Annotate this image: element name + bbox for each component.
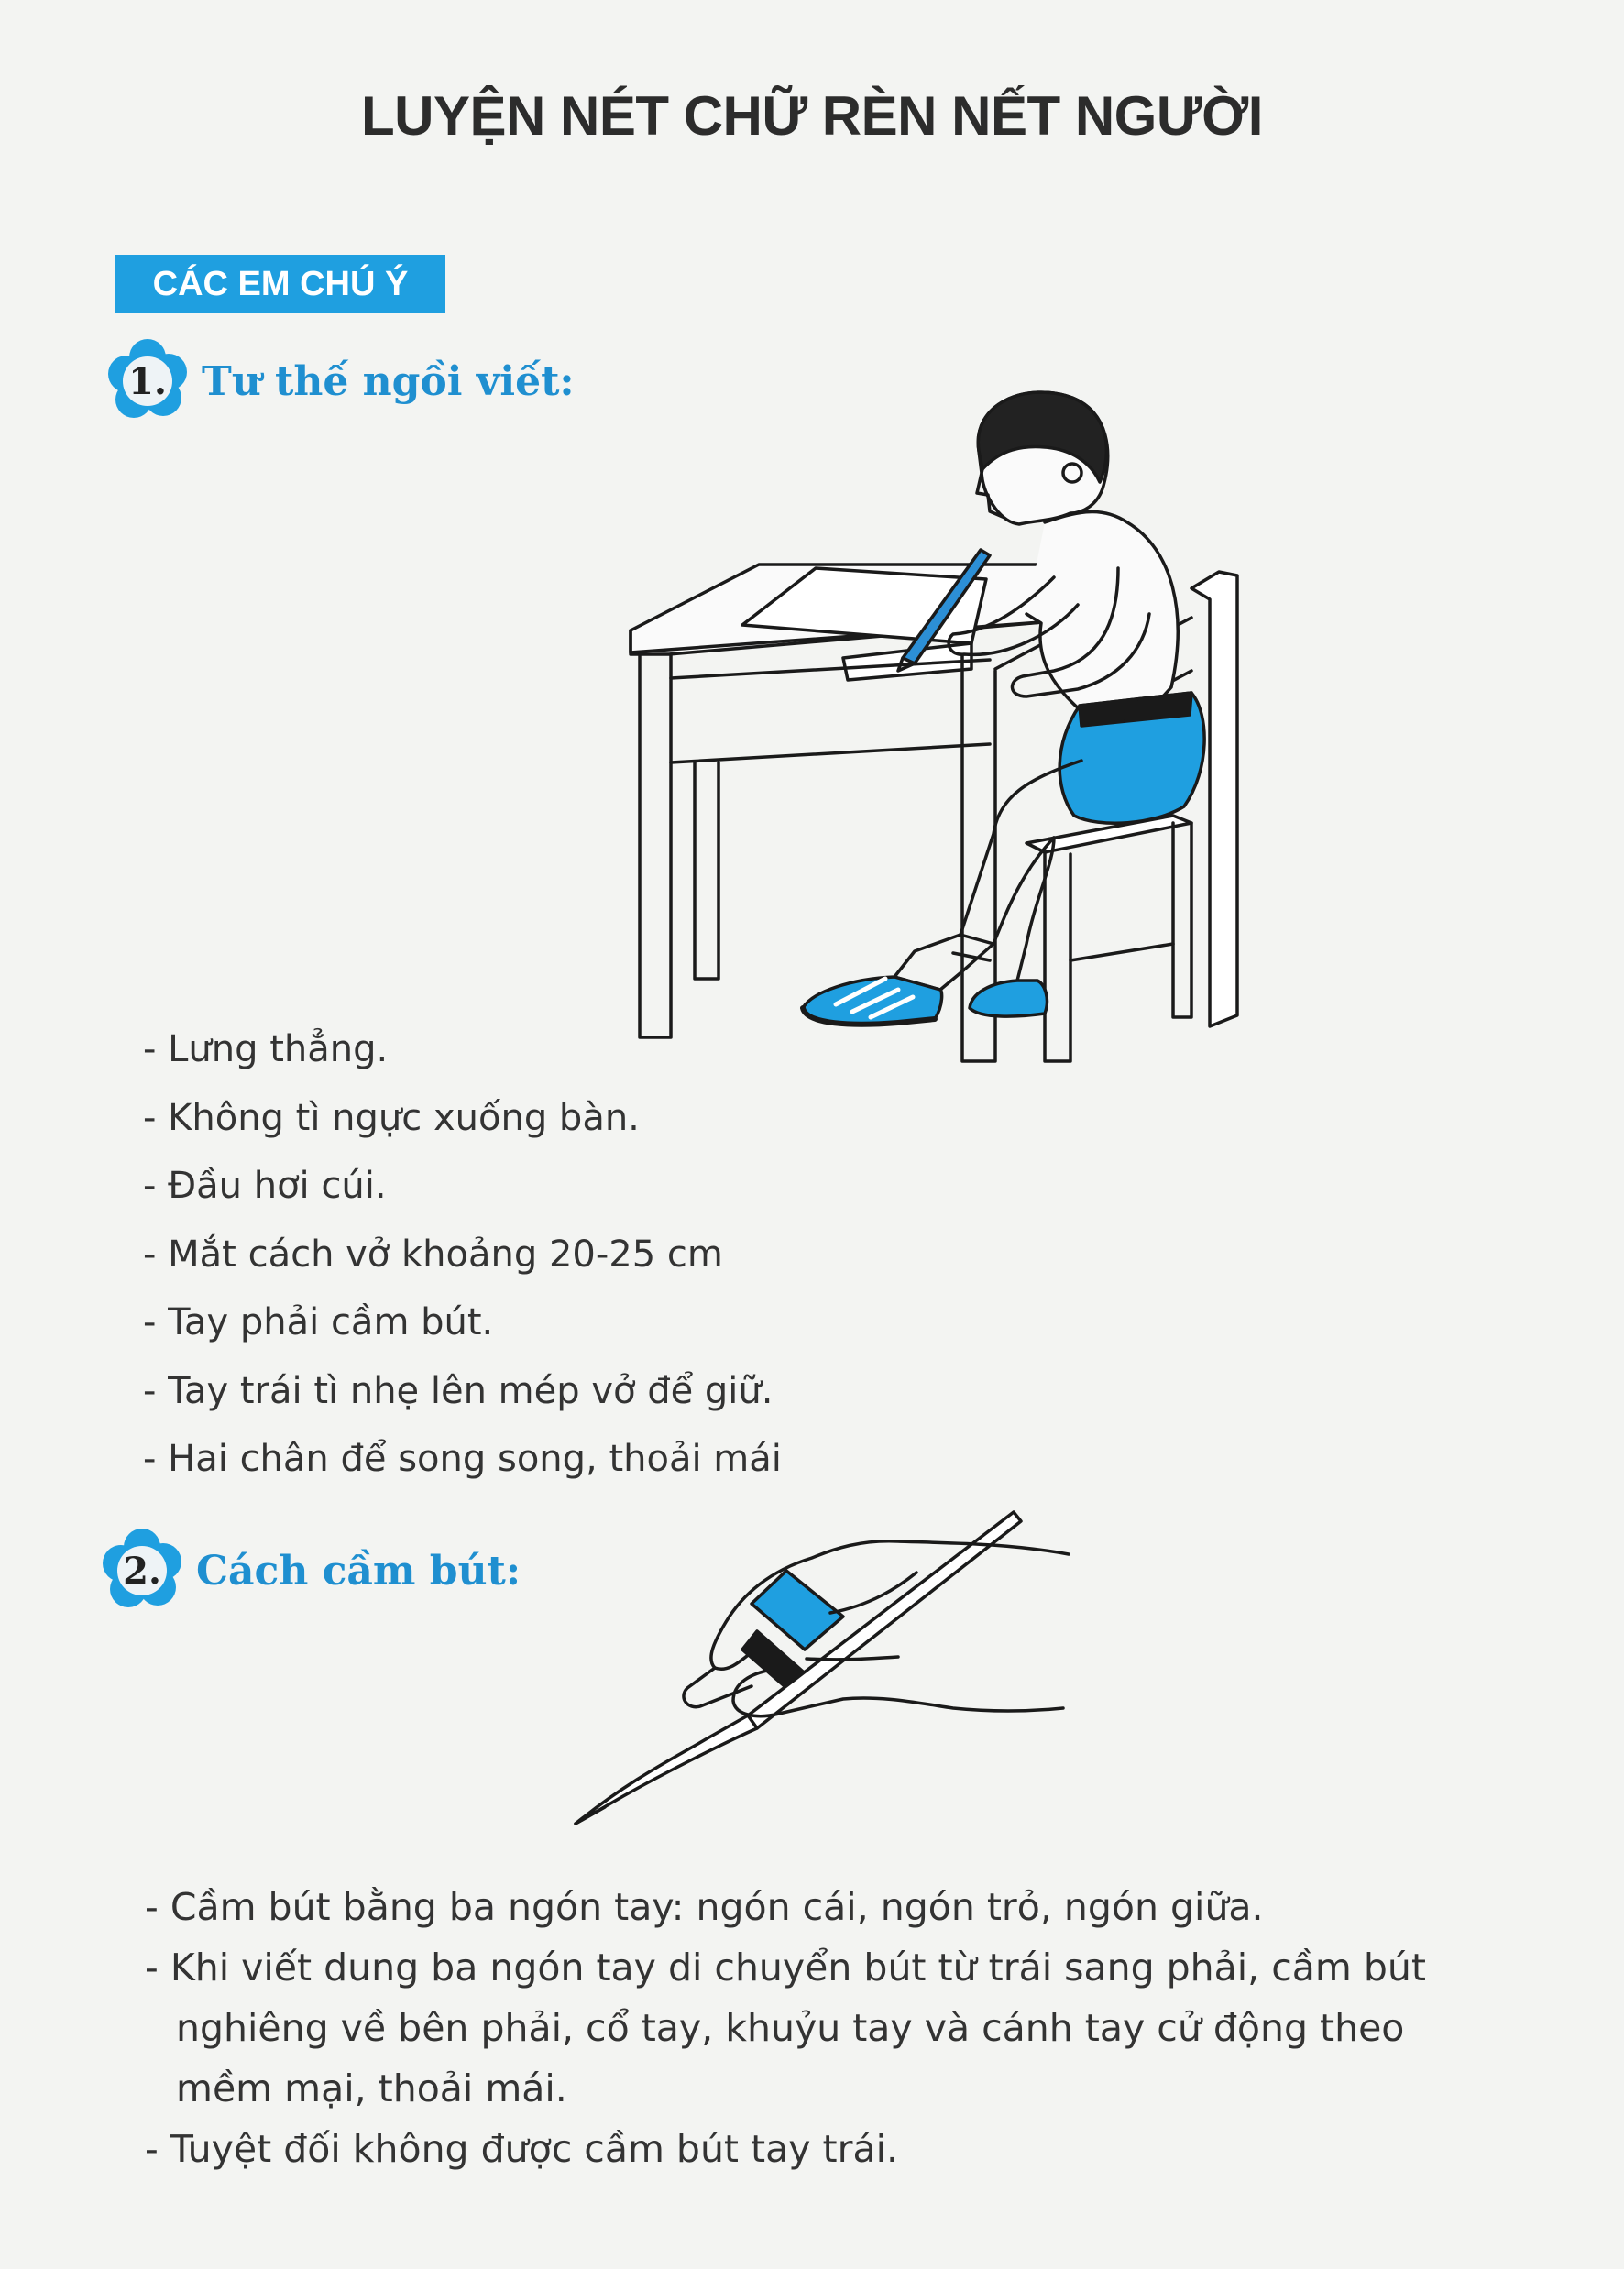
section-2-title: Cách cầm bút:: [196, 1547, 521, 1595]
page-title: LUYỆN NÉT CHỮ RÈN NẾT NGƯỜI: [361, 85, 1263, 147]
flower-badge-icon: [103, 1527, 191, 1615]
section-1-list: [143, 1015, 782, 1494]
section-1-heading: [108, 337, 575, 425]
section-1-title: Tư thế ngồi viết:: [202, 357, 575, 405]
section-2-number: 2.: [123, 1549, 161, 1593]
list-item: - Mắt cách vở khoảng 20-25 cm: [143, 1233, 723, 1276]
list-item: - Tay trái tì nhẹ lên mép vở để giữ.: [143, 1369, 774, 1412]
hand-holding-pen-illustration: [568, 1503, 1081, 1851]
list-item: - Cầm bút bằng ba ngón tay: ngón cái, ngón trỏ, ngón giữa.: [145, 1885, 1264, 1929]
section-2-list: [145, 1877, 1483, 2179]
section-2-heading: [103, 1527, 521, 1615]
section-1-number: 1.: [128, 359, 167, 403]
list-item: - Hai chân để song song, thoải mái: [143, 1438, 782, 1480]
notice-badge: CÁC EM CHÚ Ý: [115, 255, 445, 313]
list-item: - Tay phải cầm bút.: [143, 1301, 494, 1343]
flower-badge-icon: [108, 337, 196, 425]
student-at-desk-illustration: [623, 385, 1283, 1063]
list-item: - Không tì ngực xuống bàn.: [143, 1096, 640, 1139]
list-item: - Đầu hơi cúi.: [143, 1165, 387, 1207]
list-item: - Lưng thẳng.: [143, 1028, 389, 1070]
list-item: - Tuyệt đối không được cầm bút tay trái.: [145, 2127, 899, 2171]
list-item: - Khi viết dung ba ngón tay di chuyển bút từ trái sang phải, cầm bút nghiêng về bên phải, cổ tay, khuỷu tay và cánh tay cử động theo mềm mại, thoải mái.: [145, 1946, 1426, 2110]
